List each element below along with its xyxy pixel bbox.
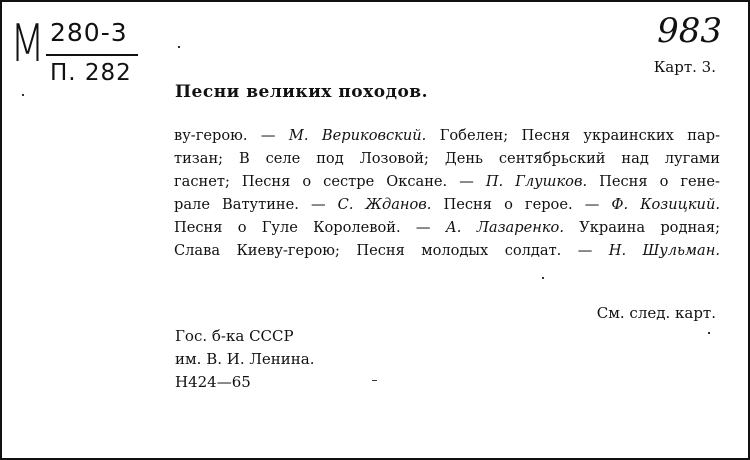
library-line-1: Гос. б-ка СССР: [175, 327, 294, 345]
shelf-mark-top: 280-3: [50, 18, 128, 47]
author-name: А. Лазаренко.: [445, 219, 564, 236]
handwritten-number: 983: [657, 11, 722, 51]
contents-segment: тизан; В селе под Лозовой; День сентябрьский над лугами: [174, 150, 720, 167]
card-number: Карт. 3.: [653, 58, 716, 76]
contents-line: [174, 147, 720, 170]
contents-line: [174, 170, 720, 193]
dust-speck: [372, 380, 377, 381]
dust-speck: [542, 277, 544, 279]
library-stamp: [175, 325, 314, 394]
contents-segment: Гобелен; Песня украинских пар-: [426, 127, 720, 144]
shelf-mark-bottom: П. 282: [50, 60, 132, 86]
library-line-3: Н424—65: [175, 373, 251, 391]
contents-segment: гаснет; Песня о сестре Оксане. —: [174, 173, 486, 190]
contents-segment: Песня о Гуле Королевой. —: [174, 219, 446, 236]
contents-segment: Украина родная;: [563, 219, 720, 236]
dust-speck: [22, 94, 24, 96]
contents-line: [174, 239, 720, 262]
author-name: С. Жданов.: [337, 196, 432, 213]
author-name: Н. Шульман.: [608, 242, 720, 259]
contents-segment: Песня о герое. —: [431, 196, 612, 213]
dust-speck: [708, 332, 710, 334]
contents-line: [174, 124, 720, 147]
book-title: Песни великих походов.: [175, 82, 429, 102]
contents-line: [174, 216, 720, 239]
author-name: М. Вериковский.: [288, 127, 427, 144]
dust-speck: [178, 46, 180, 48]
shelf-mark-letter: М: [10, 14, 46, 74]
author-name: Ф. Козицкий.: [611, 196, 720, 213]
library-line-2: им. В. И. Ленина.: [175, 350, 315, 368]
author-name: П. Глушков.: [485, 173, 588, 190]
shelf-mark-divider: [46, 54, 138, 56]
see-next-card: См. след. карт.: [596, 304, 716, 322]
contents-segment: Песня о гене-: [587, 173, 720, 190]
contents-segment: Слава Киеву-герою; Песня молодых солдат. —: [174, 242, 609, 259]
contents-line: [174, 193, 720, 216]
contents-segment: рале Ватутине. —: [174, 196, 338, 213]
contents-segment: ву-герою. —: [174, 127, 289, 144]
contents-text: [174, 124, 720, 262]
